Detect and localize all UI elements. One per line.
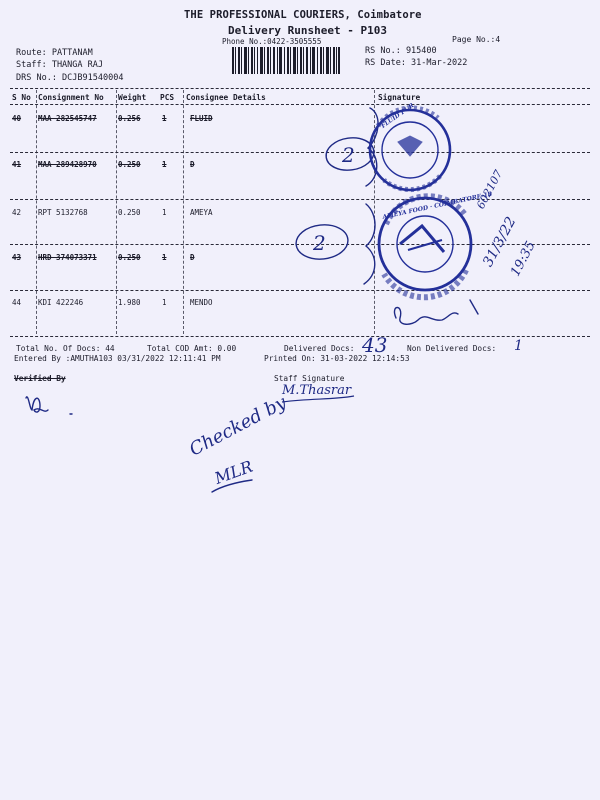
- row-consignee: D: [190, 253, 195, 262]
- total-docs: Total No. Of Docs: 44: [16, 344, 115, 353]
- row-consignment: RPT 5132768: [38, 208, 88, 217]
- page-number: Page No.:4: [452, 35, 501, 44]
- row-weight: 0.250: [118, 160, 141, 169]
- row-sno: 44: [12, 298, 22, 307]
- stamp-1-text: FLUID PUR: [380, 102, 416, 130]
- row-weight: 0.250: [118, 253, 141, 262]
- entered-by: Entered By :AMUTHA103 03/31/2022 12:11:41 PM: [14, 354, 221, 363]
- row-sno: 42: [12, 208, 22, 217]
- handwritten-delivered-count: 43: [362, 333, 388, 357]
- col-consignment: Consignment No: [38, 93, 104, 102]
- handwritten-circle-number: 2: [342, 143, 355, 167]
- col-weight: Weight: [118, 93, 147, 102]
- col-sno: S No: [12, 93, 31, 102]
- row-consignee: AMEYA: [190, 208, 213, 217]
- row-pcs: 1: [162, 208, 167, 217]
- verified-by-label: Verified By: [14, 374, 66, 383]
- printed-on: Printed On: 31-03-2022 12:14:53: [264, 354, 410, 363]
- staff-signature-label: Staff Signature: [274, 374, 345, 383]
- stamp-2-text: AMEYA FOOD · COIMBATORE-18: [382, 190, 493, 221]
- staff-signature-handwritten: M.Thasrar: [282, 383, 352, 398]
- row-consignment: MAA 289428970: [38, 160, 97, 169]
- rs-number: RS No.: 915400: [365, 46, 437, 56]
- col-signature: Signature: [378, 93, 421, 102]
- row-pcs: 1: [162, 114, 167, 123]
- handwritten-circle-number: 2: [313, 231, 326, 255]
- row-pcs: 1: [162, 298, 167, 307]
- company-name: THE PROFESSIONAL COURIERS, Coimbatore: [184, 9, 422, 21]
- checked-by-note: Checked by: [186, 391, 290, 461]
- row-consignment: HRD 374073371: [38, 253, 97, 262]
- row-weight: 1.980: [118, 298, 141, 307]
- non-delivered-docs: Non Delivered Docs:: [407, 344, 497, 353]
- phone-number: Phone No.:0422-3505555: [222, 37, 322, 46]
- handwritten-time: 19:35: [508, 238, 539, 280]
- col-consignee: Consignee Details: [186, 93, 266, 102]
- row-weight: 0.250: [118, 208, 141, 217]
- row-sno: 43: [12, 253, 22, 262]
- document-title: Delivery Runsheet - P103: [228, 24, 387, 37]
- company-stamp-icon: [370, 108, 450, 190]
- row-weight: 0.256: [118, 114, 141, 123]
- row-consignee: FLUID: [190, 114, 213, 123]
- drs-number: DRS No.: DCJB91540004: [16, 73, 124, 83]
- row-consignee: MENDO: [190, 298, 213, 307]
- handwritten-date: 31/3/22: [480, 214, 520, 270]
- staff-label: Staff: THANGA RAJ: [16, 60, 103, 70]
- total-cod: Total COD Amt: 0.00: [147, 344, 237, 353]
- row-consignee: D: [190, 160, 195, 169]
- row-pcs: 1: [162, 253, 167, 262]
- row-pcs: 1: [162, 160, 167, 169]
- rs-date: RS Date: 31-Mar-2022: [365, 58, 468, 68]
- checked-by-initials: MLR: [212, 456, 256, 488]
- row-consignment: MAA 282545747: [38, 114, 97, 123]
- col-pcs: PCS: [160, 93, 175, 102]
- handwritten-non-delivered-count: 1: [514, 338, 523, 354]
- row-sno: 41: [12, 160, 22, 169]
- delivered-docs: Delivered Docs:: [284, 344, 355, 353]
- route-label: Route: PATTANAM: [16, 48, 93, 58]
- row-consignment: KDI 422246: [38, 298, 84, 307]
- row-sno: 40: [12, 114, 22, 123]
- handwritten-pincode: 602107: [474, 167, 506, 212]
